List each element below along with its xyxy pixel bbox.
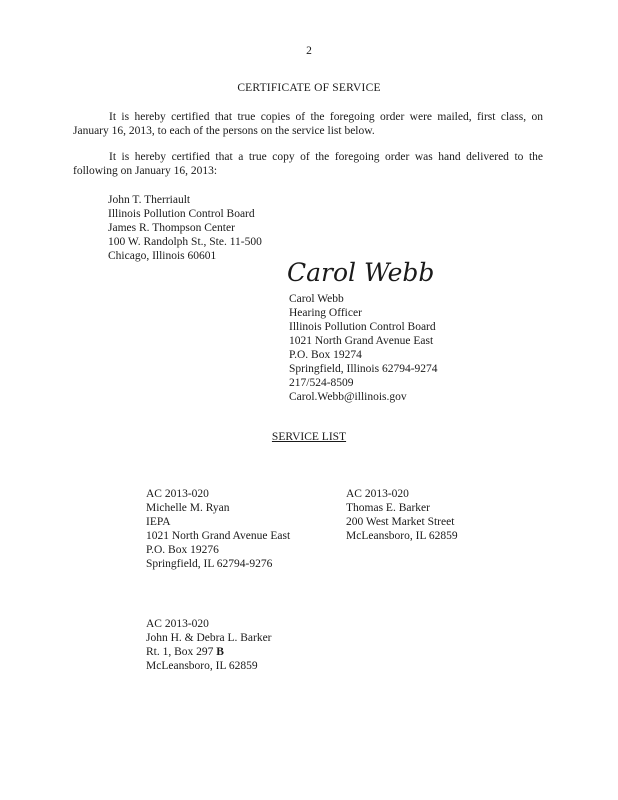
officer-title: Hearing Officer xyxy=(289,307,362,319)
service-list-entry xyxy=(146,487,290,571)
service-line: Springfield, IL 62794-9276 xyxy=(146,558,273,570)
officer-city: Springfield, Illinois 62794-9274 xyxy=(289,363,438,375)
officer-phone: 217/524-8509 xyxy=(289,377,354,389)
officer-email: Carol.Webb@illinois.gov xyxy=(289,391,407,403)
address-line: John T. Therriault xyxy=(108,194,191,206)
hearing-officer-block xyxy=(289,292,438,404)
service-line-bold-letter: B xyxy=(216,646,224,658)
address-line: Chicago, Illinois 60601 xyxy=(108,250,217,262)
service-list-title: SERVICE LIST xyxy=(271,431,347,443)
certificate-title: CERTIFICATE OF SERVICE xyxy=(237,82,381,94)
service-line: AC 2013-020 xyxy=(346,488,409,500)
officer-name: Carol Webb xyxy=(289,293,344,305)
service-line: AC 2013-020 xyxy=(146,618,209,630)
service-line: McLeansboro, IL 62859 xyxy=(146,660,258,672)
officer-street: 1021 North Grand Avenue East xyxy=(289,335,434,347)
hand-delivery-address xyxy=(108,193,262,263)
hand-delivery-certification-paragraph: It is hereby certified that a true copy of the foregoing order was hand delivered to the following on January 16, 2013: xyxy=(73,151,543,177)
service-line: Thomas E. Barker xyxy=(346,502,430,514)
service-line: John H. & Debra L. Barker xyxy=(146,632,272,644)
page-number: 2 xyxy=(306,45,312,57)
service-line: 1021 North Grand Avenue East xyxy=(146,530,291,542)
service-line xyxy=(146,645,272,659)
service-line: McLeansboro, IL 62859 xyxy=(346,530,458,542)
address-line: James R. Thompson Center xyxy=(108,222,235,234)
signature xyxy=(285,254,435,290)
service-line: Michelle M. Ryan xyxy=(146,502,230,514)
address-line: Illinois Pollution Control Board xyxy=(108,208,255,220)
service-line: 200 West Market Street xyxy=(346,516,455,528)
service-line-text: Rt. 1, Box 297 xyxy=(146,646,217,658)
officer-po-box: P.O. Box 19274 xyxy=(289,349,362,361)
service-list-entry xyxy=(346,487,458,543)
service-line: AC 2013-020 xyxy=(146,488,209,500)
service-list-entry xyxy=(146,617,272,673)
address-line: 100 W. Randolph St., Ste. 11-500 xyxy=(108,236,262,248)
mailing-certification-paragraph: It is hereby certified that true copies of the foregoing order were mailed, first class, on January 16, 2013, to each of the persons on the service list below. xyxy=(73,111,543,137)
service-line: IEPA xyxy=(146,516,171,528)
signature-text: Carol Webb xyxy=(287,258,435,287)
officer-organization: Illinois Pollution Control Board xyxy=(289,321,436,333)
service-line: P.O. Box 19276 xyxy=(146,544,219,556)
